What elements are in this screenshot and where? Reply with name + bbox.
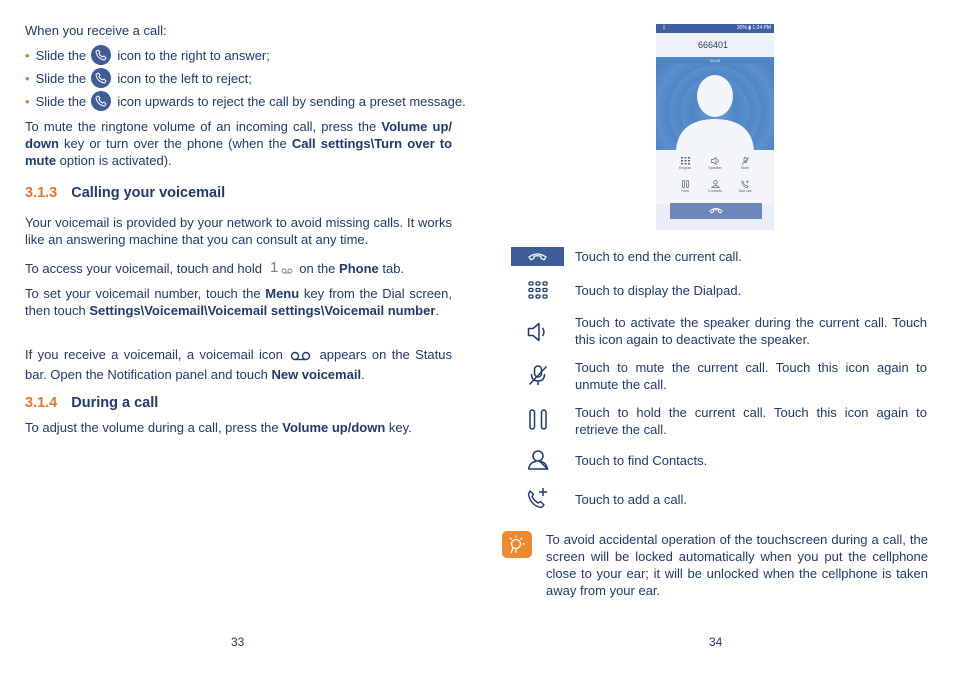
hold-icon [681,180,690,188]
page-number: 34 [709,635,723,649]
status-bar [656,24,774,33]
tip-text: To avoid accidental operation of the touchscreen during a call, the screen will be locked automatically when you put the cellphone close to your ear; it will be unlocked when the cellphone is taken away from your ear. [546,532,928,598]
mute-icon [528,365,548,386]
lightbulb-icon [507,534,527,555]
bold-text: Call settings\Turn over to mute [25,136,453,168]
control-label: Contacts [707,189,723,193]
voicemail-received-paragraph [25,346,452,383]
bullet-reject: • Slide the icon to the left to reject; [25,68,252,88]
text: key from the Dial screen, then touch [25,286,452,318]
text: key or turn over the phone (when the [58,136,292,151]
legend-hold-text: Touch to hold the current call. Touch this icon again to retrieve the call. [575,405,927,437]
during-call-paragraph [25,419,452,436]
speaker-control[interactable] [703,157,727,171]
voicemail-access [25,258,452,280]
hold-control[interactable] [673,180,697,194]
control-label: Keypad [678,166,692,170]
legend-dialpad-text: Touch to display the Dialpad. [575,283,742,298]
contacts-icon [711,180,720,188]
in-call-controls [656,150,774,204]
text: on the [299,261,336,276]
voicemail-icon [290,349,312,366]
legend-mute-text: Touch to mute the current call. Touch this icon again to unmute the call. [575,360,927,392]
bullet-pre: Slide the [35,48,87,63]
avatar-silhouette-icon [656,64,774,150]
bullet-answer: • Slide the icon to the right to answer; [25,45,270,65]
notification-icon: ⇩ [662,25,667,31]
bold-text: New voicemail [271,367,362,382]
end-call-button-sample [511,247,564,266]
add-call-icon [527,487,549,509]
legend-contacts-text: Touch to find Contacts. [575,453,708,468]
bullet-post: icon upwards to reject the call by sending a preset message. [117,94,466,109]
contact-photo [656,64,774,150]
intro-text: When you receive a call: [25,23,167,38]
svg-text:1: 1 [269,259,278,276]
dial-key-1-voicemail-icon [268,258,294,280]
section-number: 3.1.4 [25,395,58,411]
hold-icon [529,409,547,430]
contacts-control[interactable] [703,180,727,194]
end-call-bar[interactable] [670,203,762,219]
text: If you receive a voicemail, a voicemail icon [25,347,283,362]
battery-level: 30% [736,25,747,31]
keypad-control[interactable] [673,157,697,171]
call-timer: 00:08 [656,57,774,64]
section-heading-voicemail [25,185,225,202]
bold-text: Volume up/ down [25,119,452,151]
bold-text: Menu [265,286,300,301]
section-number: 3.1.3 [25,185,58,201]
text: To mute the ringtone volume of an incoming call, press the [25,119,382,134]
text: key. [385,420,412,435]
phone-handset-icon [91,68,111,88]
mute-paragraph [25,118,452,169]
bullet-message: • Slide the icon upwards to reject the call by sending a preset message. [25,91,466,111]
control-label: Hold [681,189,689,193]
section-title: During a call [71,395,159,411]
legend-end-call-text: Touch to end the current call. [575,249,742,264]
phone-handset-icon [91,45,111,65]
caller-number: 666401 [698,40,729,50]
control-label: Mute [741,166,749,170]
text: To access your voicemail, touch and hold [25,261,263,276]
text: tab. [382,261,405,276]
contacts-icon [527,450,549,470]
end-call-icon [709,206,723,215]
text: appears on the Status bar. Open the Notification panel and touch [25,347,452,382]
speaker-icon [711,157,720,165]
dialpad-icon [528,281,548,299]
bullet-pre: Slide the [35,94,87,109]
bullet-post: icon to the left to reject; [117,71,252,86]
end-call-icon [528,251,547,262]
page-number: 33 [231,635,245,649]
legend-add-call-text: Touch to add a call. [575,492,688,507]
legend-speaker-text: Touch to activate the speaker during the current call. Touch this icon again to deactivate the speaker. [575,315,927,347]
bullet-post: icon to the right to answer; [117,48,270,63]
text: . [435,303,440,318]
text: . [361,367,365,382]
add-call-icon [741,180,750,188]
call-number-bar [656,33,774,57]
control-label: Add call [738,189,752,193]
clock: 1:24 PM [752,25,771,31]
add-call-control[interactable] [733,180,757,194]
text: To set your voicemail number, touch the [25,286,266,301]
bullet-pre: Slide the [35,71,87,86]
bold-text: Volume up/down [282,420,386,435]
tip-badge [502,531,532,558]
mute-control[interactable] [733,157,757,171]
status-time: 30% ▮ 1:24 PM [736,25,771,31]
phone-screenshot [656,24,774,230]
section-title: Calling your voicemail [71,185,226,201]
dialpad-icon [681,157,690,165]
control-label: Speaker [708,166,722,170]
voicemail-number-paragraph [25,285,452,319]
voicemail-intro: Your voicemail is provided by your network to avoid missing calls. It works like an answering machine that you can consult at any time. [25,215,452,247]
speaker-icon [527,322,549,342]
phone-handset-icon [91,91,111,111]
section-heading-during-call [25,395,158,412]
bold-text: Settings\Voicemail\Voicemail settings\Voicemail number [89,303,436,318]
text: option is activated). [56,153,172,168]
mute-icon [741,157,750,165]
text: To adjust the volume during a call, press the [25,420,283,435]
bold-text: Phone [339,261,379,276]
